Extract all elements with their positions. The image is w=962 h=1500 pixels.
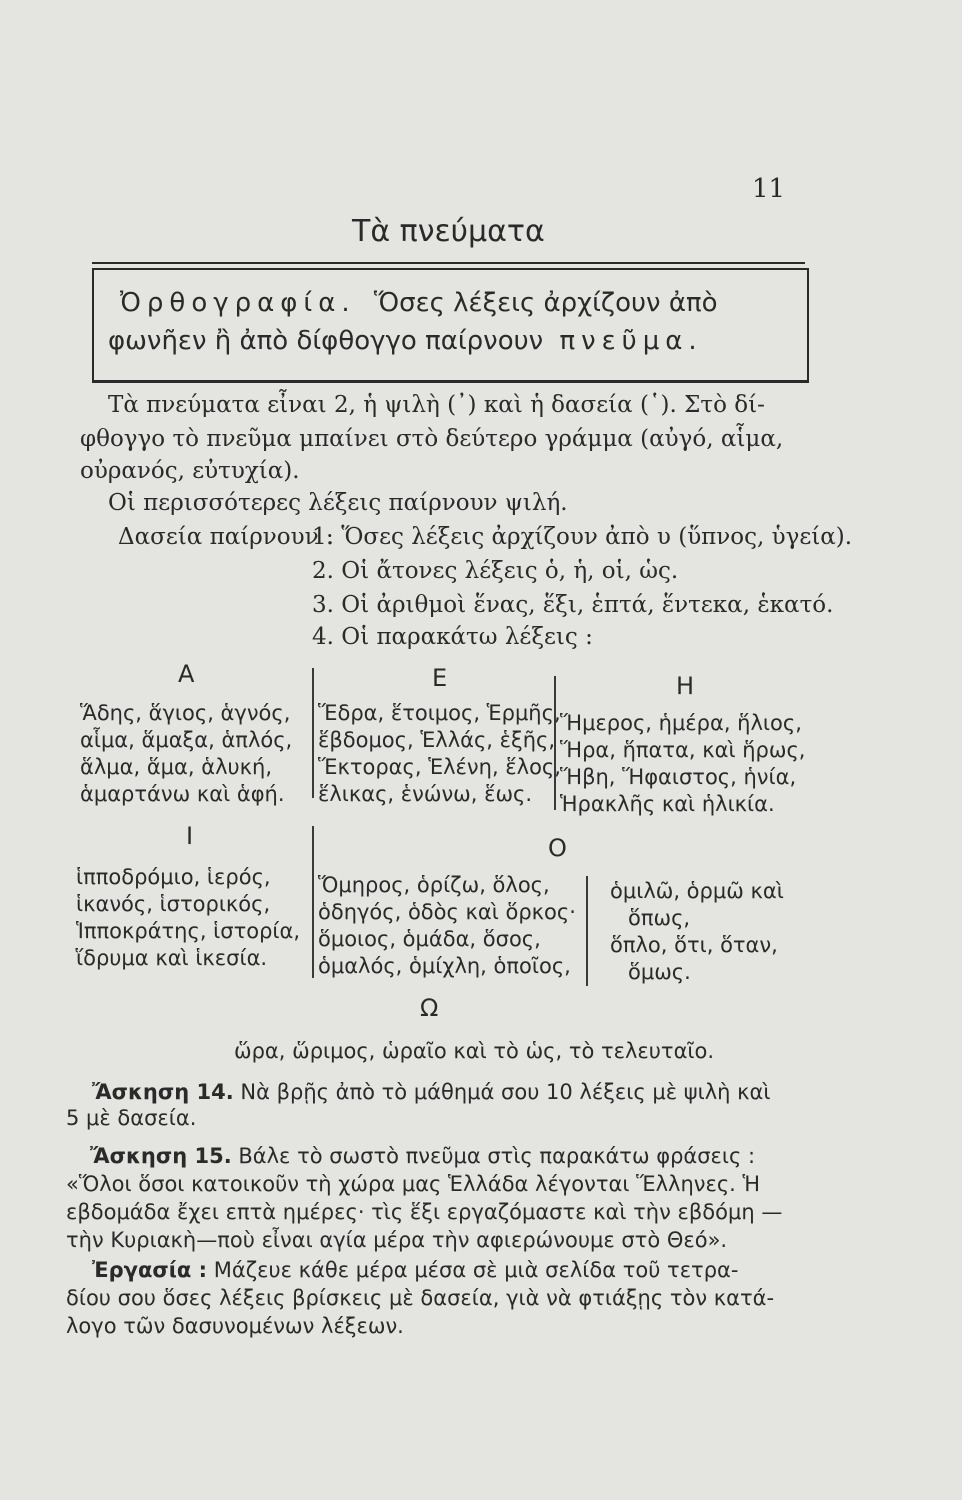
- group-a-words: [80, 700, 292, 808]
- intro-line-4: Οἱ περισσότερες λέξεις παίρνουν ψιλή.: [108, 490, 568, 516]
- exercise-14-text: Νὰ βρῇς ἀπὸ τὸ μάθημά σου 10 λέξεις μὲ ψιλὴ καὶ: [240, 1080, 771, 1104]
- page-number: 11: [752, 174, 786, 204]
- group-w-words: ὥρα, ὥριμος, ὡραῖο καὶ τὸ ὡς, τὸ τελευταῖο.: [234, 1039, 715, 1063]
- intro-line-2: φθογγο τὸ πνεῦμα μπαίνει στὸ δεύτερο γράμμα (αὐγό, αἷμα,: [80, 426, 784, 452]
- group-i-words: [76, 864, 300, 972]
- word-line: Ἅδης, ἅγιος, ἁγνός,: [80, 701, 291, 725]
- rule-box-emph: πνεῦμα.: [559, 326, 703, 356]
- group-i-letter: Ι: [186, 822, 194, 850]
- column-divider: [312, 826, 314, 978]
- rule-box-label: Ὀρθογραφία.: [120, 288, 356, 318]
- page-title: Τὰ πνεύματα: [352, 214, 545, 249]
- rule-box-line1-rest: Ὅσες λέξεις ἀρχίζουν ἀπὸ: [373, 288, 718, 318]
- group-e-letter: Ε: [432, 664, 448, 692]
- work-label: Ἐργασία :: [92, 1258, 208, 1282]
- word-line: ὅμως.: [628, 960, 691, 984]
- exercise-15-line-1: [90, 1144, 755, 1168]
- word-line: ὁμαλός, ὁμίχλη, ὁποῖος,: [318, 954, 571, 978]
- word-line: ἵδρυμα καὶ ἱκεσία.: [76, 946, 268, 970]
- column-divider: [586, 876, 588, 986]
- exercise-15-label: Ἄσκηση 15.: [90, 1144, 232, 1168]
- rule-box-line-2: [108, 326, 703, 356]
- group-e-words: [318, 700, 561, 808]
- work-line-3: λογο τῶν δασυνομένων λέξεων.: [66, 1314, 404, 1338]
- word-line: Ἡρακλῆς καὶ ἡλικία.: [560, 792, 775, 816]
- group-o2-words: [610, 878, 784, 986]
- exercise-14-label: Ἄσκηση 14.: [92, 1080, 234, 1104]
- intro-line-3: οὐρανός, εὐτυχία).: [80, 458, 300, 484]
- exercise-15-text: Βάλε τὸ σωστὸ πνεῦμα στὶς παρακάτω φράσεις :: [238, 1144, 756, 1168]
- word-line: Ἕδρα, ἕτοιμος, Ἑρμῆς,: [318, 701, 561, 725]
- word-line: ἱπποδρόμιο, ἱερός,: [76, 865, 271, 889]
- exercise-14-line-1: [92, 1080, 770, 1104]
- word-line: Ἱπποκράτης, ἱστορία,: [76, 919, 301, 943]
- group-a-letter: Α: [178, 660, 195, 688]
- word-line: ἕλικας, ἑνώνω, ἕως.: [318, 782, 533, 806]
- daseia-label: Δασεία παίρνουν :: [118, 524, 334, 550]
- word-line: ὅπλο, ὅτι, ὅταν,: [610, 933, 778, 957]
- group-o-letter: Ο: [548, 834, 567, 862]
- work-line-2: δίου σου ὅσες λέξεις βρίσκεις μὲ δασεία, γιὰ νὰ φτιάξῃς τὸν κατά-: [66, 1286, 775, 1310]
- daseia-rule-1: 1. Ὅσες λέξεις ἀρχίζουν ἀπὸ υ (ὕπνος, ὑγεία).: [312, 524, 853, 550]
- exercise-15-line-2: «Ὅλοι ὅσοι κατοικοῦν τὴ χώρα μας Ἑλλάδα λέγονται Ἕλληνες. Ἡ: [66, 1172, 761, 1196]
- word-line: ἁμαρτάνω καὶ ἁφή.: [80, 782, 285, 806]
- word-line: αἷμα, ἅμαξα, ἁπλός,: [80, 728, 293, 752]
- group-o-words: [318, 872, 576, 980]
- word-line: ἱκανός, ἱστορικός,: [76, 892, 271, 916]
- exercise-14-line-2: 5 μὲ δασεία.: [66, 1106, 197, 1130]
- group-h-words: [560, 710, 805, 818]
- group-w-letter: Ω: [420, 994, 439, 1022]
- word-line: ὅπως,: [628, 906, 691, 930]
- word-line: ἅλμα, ἅμα, ἁλυκή,: [80, 755, 273, 779]
- intro-line-1: Τὰ πνεύματα εἶναι 2, ἡ ψιλὴ (᾿) καὶ ἡ δασεία (῾). Στὸ δί-: [108, 392, 765, 418]
- daseia-rule-4: 4. Οἱ παρακάτω λέξεις :: [312, 624, 593, 650]
- column-divider: [312, 668, 314, 798]
- rule-box-line2-start: φωνῆεν ἢ ἀπὸ δίφθογγο παίρνουν: [108, 326, 544, 356]
- group-h-letter: Η: [676, 672, 695, 700]
- word-line: Ἥβη, Ἥφαιστος, ἡνία,: [560, 765, 797, 789]
- exercise-15-line-3: εβδομάδα ἔχει επτὰ ημέρες· τὶς ἕξι εργαζόμαστε καὶ τὴν εβδόμη —: [66, 1200, 783, 1224]
- daseia-rule-2: 2. Οἱ ἄτονες λέξεις ὁ, ἡ, οἱ, ὡς.: [312, 558, 679, 584]
- word-line: ὁδηγός, ὁδὸς καὶ ὅρκος·: [318, 900, 576, 924]
- rule-box-line-1: [120, 288, 718, 318]
- word-line: ὁμιλῶ, ὁρμῶ καὶ: [610, 879, 784, 903]
- word-line: Ἥμερος, ἡμέρα, ἥλιος,: [560, 711, 802, 735]
- exercise-15-line-4: τὴν Κυριακὴ—ποὺ εἶναι αγία μέρα τὴν αφιερώνουμε στὸ Θεό».: [66, 1228, 728, 1252]
- box-top-rule: [92, 262, 805, 264]
- word-line: Ἕκτορας, Ἑλένη, ἕλος,: [318, 755, 561, 779]
- word-line: ὅμοιος, ὁμάδα, ὅσος,: [318, 927, 541, 951]
- word-line: Ὅμηρος, ὁρίζω, ὅλος,: [318, 873, 550, 897]
- daseia-rule-3: 3. Οἱ ἀριθμοὶ ἕνας, ἕξι, ἑπτά, ἕντεκα, ἑκατό.: [312, 592, 834, 618]
- work-line-1: [92, 1258, 738, 1282]
- word-line: ἕβδομος, Ἑλλάς, ἑξῆς,: [318, 728, 556, 752]
- word-line: Ἥρα, ἥπατα, καὶ ἥρως,: [560, 738, 806, 762]
- work-text: Μάζευε κάθε μέρα μέσα σὲ μιὰ σελίδα τοῦ τετρα-: [213, 1258, 739, 1282]
